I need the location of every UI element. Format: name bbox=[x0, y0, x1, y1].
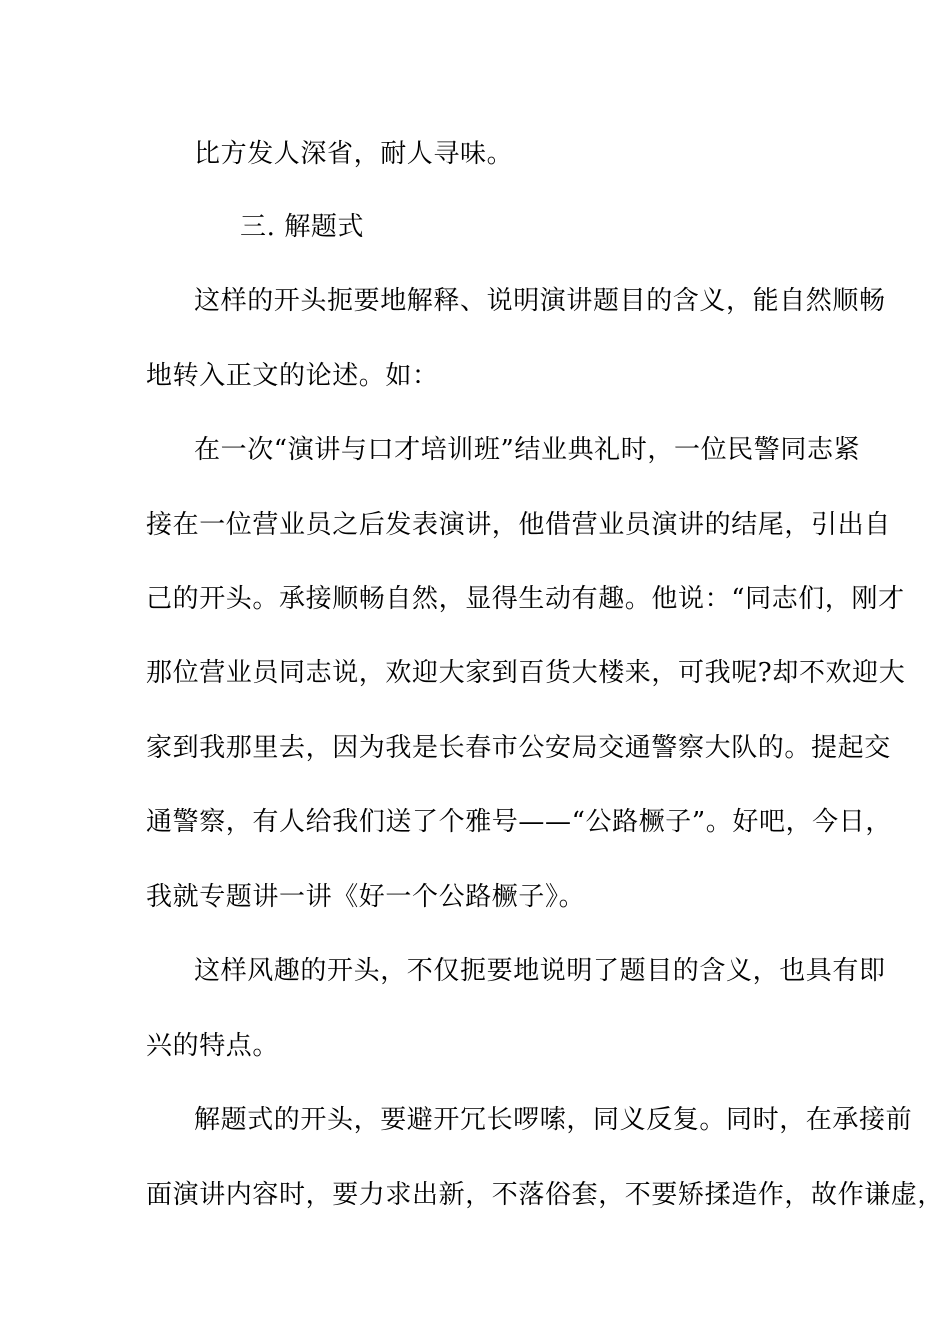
text-line: 通警察，有人给我们送了个雅号——“公路橛子”。好吧，今日， bbox=[146, 807, 892, 837]
text-line: 在一次“演讲与口才培训班”结业典礼时，一位民警同志紧 bbox=[194, 435, 861, 465]
text-line: 己的开头。承接顺畅自然，显得生动有趣。他说：“同志们，刚才 bbox=[146, 584, 905, 614]
text-line: 兴的特点。 bbox=[146, 1031, 280, 1061]
text-line: 地转入正文的论述。如： bbox=[146, 361, 439, 391]
text-line: 解题式的开头，要避开冗长啰嗦，同义反复。同时，在承接前 bbox=[194, 1105, 913, 1135]
text-line: 这样的开头扼要地解释、说明演讲题目的含义，能自然顺畅 bbox=[194, 286, 886, 316]
text-line: 这样风趣的开头，不仅扼要地说明了题目的含义，也具有即 bbox=[194, 956, 886, 986]
section-heading: 三. 解题式 bbox=[240, 212, 365, 242]
text-line: 家到我那里去，因为我是长春市公安局交通警察大队的。提起交 bbox=[146, 733, 891, 763]
text-line: 接在一位营业员之后发表演讲，他借营业员演讲的结尾，引出自 bbox=[146, 510, 891, 540]
text-line: 面演讲内容时，要力求出新，不落俗套，不要矫揉造作，故作谦虚， bbox=[146, 1180, 945, 1210]
text-line: 比方发人深省，耐人寻味。 bbox=[194, 139, 514, 169]
text-line: 那位营业员同志说，欢迎大家到百货大楼来，可我呢?却不欢迎大 bbox=[146, 658, 906, 688]
text-line: 我就专题讲一讲《好一个公路橛子》。 bbox=[146, 882, 586, 912]
